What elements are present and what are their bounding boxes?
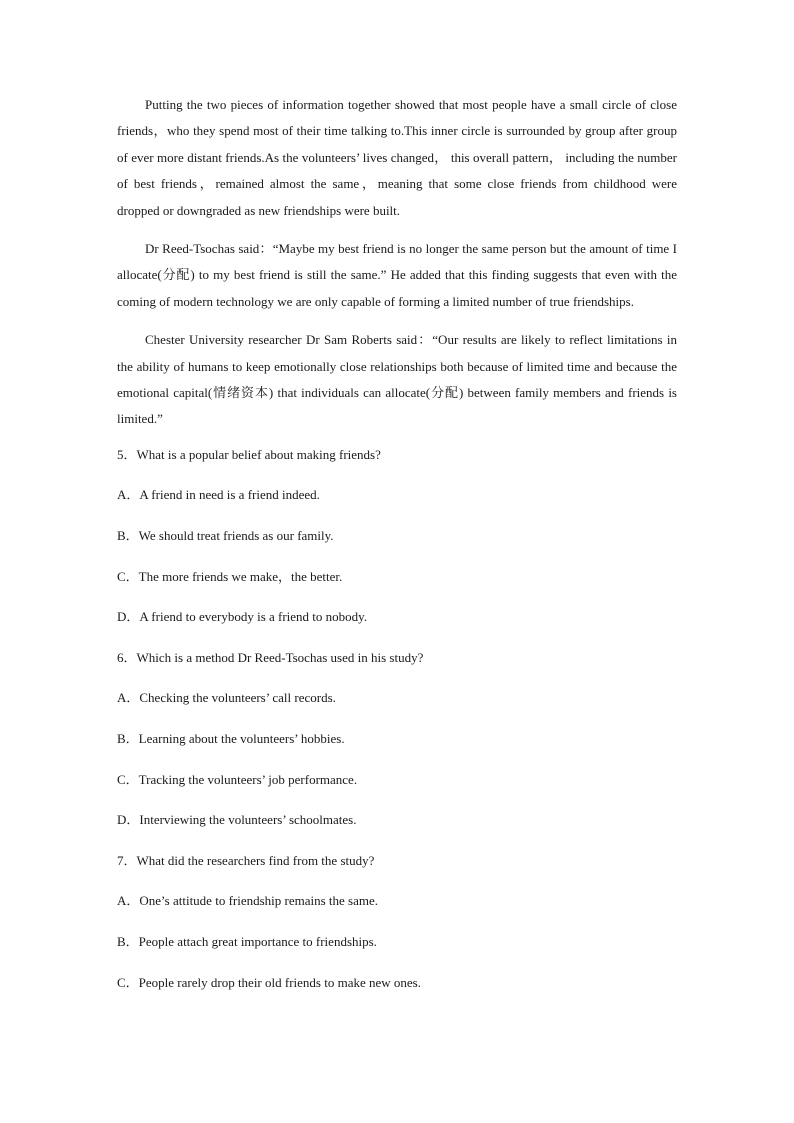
question-5-option-b: B．We should treat friends as our family.: [117, 528, 334, 544]
question-7-option-c: C．People rarely drop their old friends to make new ones.: [117, 974, 421, 990]
question-6-option-c: C．Tracking the volunteers’ job performance.: [117, 771, 358, 787]
document-page: [117, 92, 677, 1013]
passage-paragraph-2: Dr Reed-Tsochas said：“Maybe my best friend is no longer the same person but the amount of time I allocate(分配) to my best friend is still the same.” He added that this finding suggests that even with the coming of modern technology we are only capable of forming a limited number of true friendships.: [117, 241, 677, 309]
passage-paragraph-3: Chester University researcher Dr Sam Roberts said：“Our results are likely to reflect limitations in the ability of humans to keep emotionally close relationships both because of limited time and because the emotional capital(情绪资本) that individuals can allocate(分配) between family members and friends is limited.”: [117, 332, 677, 427]
question-6-option-d: D．Interviewing the volunteers’ schoolmates.: [117, 812, 357, 828]
question-6-option-a: A．Checking the volunteers’ call records.: [117, 690, 336, 706]
question-6-option-b: B．Learning about the volunteers’ hobbies.: [117, 731, 345, 747]
passage-paragraph-1: Putting the two pieces of information together showed that most people have a small circle of close friends，who they spend most of their time talking to.This inner circle is surrounded by group after group of ever more distant friends.As the volunteers’ lives changed， this overall pattern， including the number of best friends，remained almost the same，meaning that some close friends from childhood were dropped or downgraded as new friendships were built.: [117, 97, 677, 218]
question-7-option-a: A．One’s attitude to friendship remains the same.: [117, 893, 379, 909]
question-list: [117, 445, 677, 993]
question-7-stem: 7．What did the researchers find from the study?: [117, 852, 375, 868]
question-7-option-b: B．People attach great importance to friendships.: [117, 934, 377, 949]
question-5-option-d: D．A friend to everybody is a friend to nobody.: [117, 609, 368, 625]
question-5-option-c: C．The more friends we make，the better.: [117, 568, 343, 584]
question-5-option-a: A．A friend in need is a friend indeed.: [117, 487, 320, 503]
question-5-stem: 5．What is a popular belief about making friends?: [117, 446, 381, 462]
question-6-stem: 6．Which is a method Dr Reed-Tsochas used in his study?: [117, 649, 424, 665]
